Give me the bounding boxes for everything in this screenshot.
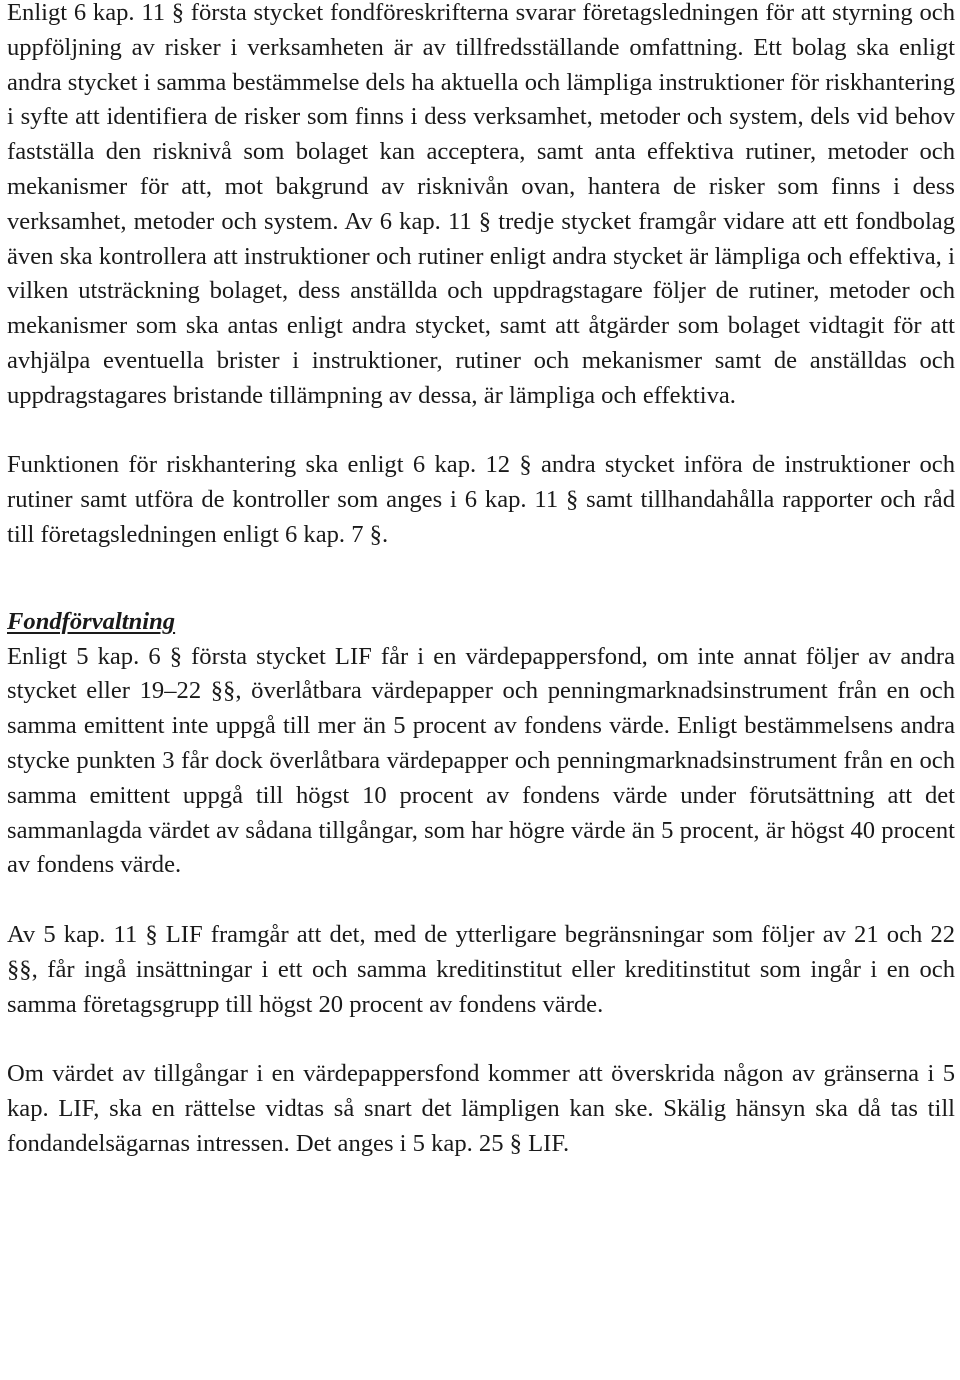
section-heading-fondforvaltning: Fondförvaltning [7,607,176,635]
paragraph-risk-function: Funktionen för riskhantering ska enligt 6 kap. 12 § andra stycket införa de instruktioner och rutiner samt utföra de kontroller som anges i 6 kap. 11 § samt tillhandahålla rapporter och råd till företagsledningen enligt 6 kap. 7 §. [7,451,955,548]
paragraph-issuer-limits: Enligt 5 kap. 6 § första stycket LIF får i en värdepappersfond, om inte annat följer av andra stycket eller 19–22 §§, överlåtbara värdepapper och penningmarknadsinstrument från en och samma emittent inte uppgå till mer än 5 procent av fondens värde. Enligt bestämmelsens andra stycke punkten 3 får dock överlåtbara värdepapper och penningmarknadsinstrument från en och samma emittent uppgå till högst 10 procent av fondens värde under förutsättning att det sammanlagda värdet av sådana tillgångar, som har högre värde än 5 procent, är högst 40 procent av fondens värde. [7,642,955,879]
paragraph-deposit-limits: Av 5 kap. 11 § LIF framgår att det, med de ytterligare begränsningar som följer av 21 och 22 §§, får ingå insättningar i ett och samma kreditinstitut eller kreditinstitut som ingår i en och samma företagsgrupp till högst 20 procent av fondens värde. [7,920,955,1018]
paragraph-risk-management-governance: Enligt 6 kap. 11 § första stycket fondföreskrifterna svarar företagsledningen för att styrning och uppföljning av risker i verksamheten är av tillfredsställande omfattning. Ett bolag ska enligt andra stycket i samma bestämmelse dels ha aktuella och lämpliga instruktioner för riskhantering i syfte att identifiera de risker som finns i dess verksamhet, metoder och system, dels vid behov fastställa den risknivå som bolaget kan acceptera, samt anta effektiva rutiner, metoder och mekanismer för att, mot bakgrund av risknivån ovan, hantera de risker som finns i dess verksamhet, metoder och system. Av 6 kap. 11 § tredje stycket framgår vidare att ett fondbolag även ska kontrollera att instruktioner och rutiner enligt andra stycket är lämpliga och effektiva, i vilken utsträckning bolaget, dess anställda och uppdragstagare följer de rutiner, metoder och mekanismer som ska antas enligt andra stycket, samt att åtgärder som bolaget vidtagit för att avhjälpa eventuella brister i instruktioner, rutiner och mekanismer samt de anställdas och uppdragstagares bristande tillämpning av dessa, är lämpliga och effektiva. [7,0,955,409]
paragraph-correction-rule: Om värdet av tillgångar i en värdepappersfond kommer att överskrida någon av gränserna i 5 kap. LIF, ska en rättelse vidtas så snart det lämpligen kan ske. Skälig hänsyn ska då tas till fondandelsägarnas intressen. Det anges i 5 kap. 25 § LIF. [7,1060,955,1157]
document-page [7,0,955,1162]
